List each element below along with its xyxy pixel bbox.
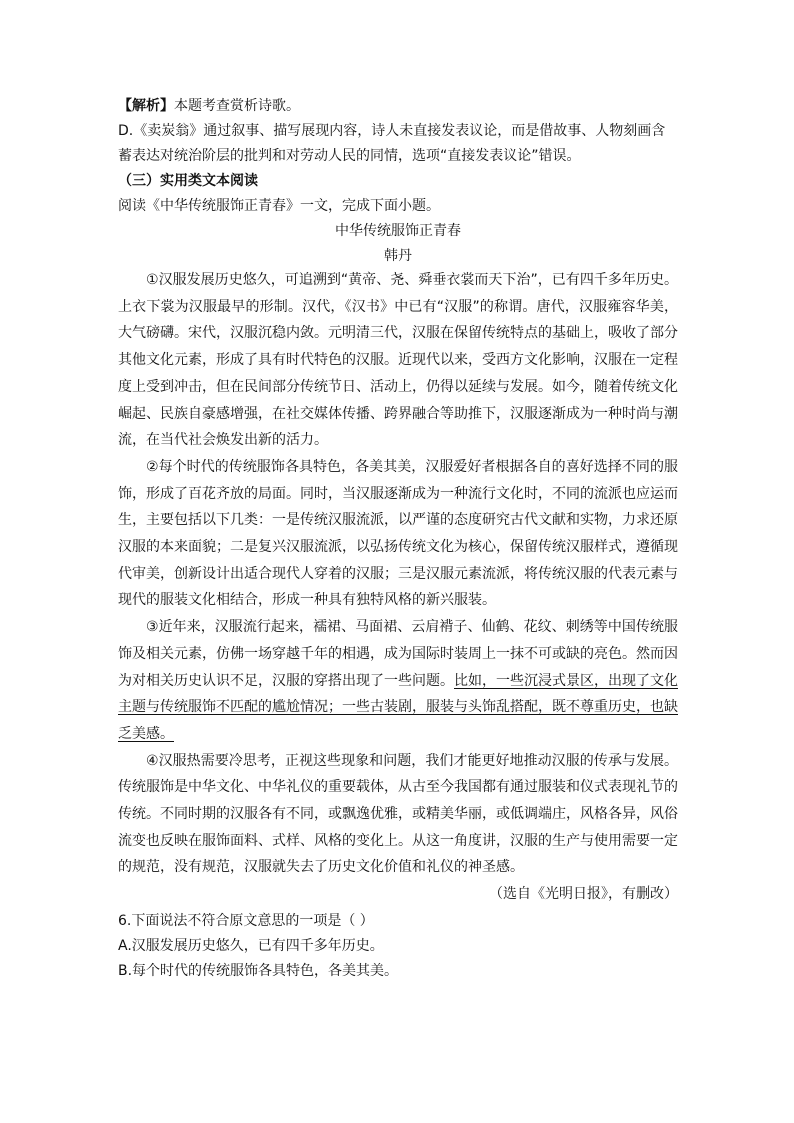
article-paragraph-3	[118, 614, 678, 748]
option-d-explanation-line2: 蓄表达对统治阶层的批判和对劳动人民的同情，选项“直接发表议论”错误。	[118, 148, 581, 164]
article-paragraph-1: ①汉服发展历史悠久，可追溯到“黄帝、尧、舜垂衣裳而天下治”，已有四千多年历史。上衣下裳为汉服最早的形制。汉代，《汉书》中已有“汉服”的称谓。唐代，汉服雍容华美，大气磅礴。宋代，汉服沉稳内敛。元明清三代，汉服在保留传统特点的基础上，吸收了部分其他文化元素，形成了具有时代特色的汉服。近现代以来，受西方文化影响，汉服在一定程度上受到冲击，但在民间部分传统节日、活动上，仍得以延续与发展。如今，随着传统文化崛起、民族自豪感增强，在社交媒体传播、跨界融合等助推下，汉服逐渐成为一种时尚与潮流，在当代社会焕发出新的活力。	[118, 272, 678, 449]
underlined-sentence: 比如，一些沉浸式景区，出现了文化主题与传统服饰不匹配的尴尬情况；一些古装剧，服装与头饰乱搭配，既不尊重历史，也缺乏美感。	[118, 672, 678, 742]
paragraph-3-text: ③近年来，汉服流行起来，襦裙、马面裙、云肩褙子、仙鹤、花纹、刺绣等中国传统服饰及相关元素，仿佛一场穿越千年的相遇，成为国际时装周上一抹不可或缺的亮色。然而因为对相关历史认识不足，汉服的穿搭出现了一些问题。	[118, 619, 678, 689]
question-option-a: A.汉服发展历史悠久，已有四千多年历史。	[118, 938, 384, 955]
article-paragraph-2: ②每个时代的传统服饰各具特色，各美其美，汉服爱好者根据各自的喜好选择不同的服饰，形成了百花齐放的局面。同时，当汉服逐渐成为一种流行文化时，不同的流派也应运而生，主要包括以下几类：一是传统汉服流派，以严谨的态度研究古代文献和实物，力求还原汉服的本来面貌；二是复兴汉服流派，以弘扬传统文化为核心，保留传统汉服样式，遵循现代审美，创新设计出适合现代人穿着的汉服；三是汉服元素流派，将传统汉服的代表元素与现代的服装文化相结合，形成一种具有独特风格的新兴服装。	[118, 458, 678, 609]
analysis-text: 本题考查赏析诗歌。	[174, 98, 300, 114]
article-title: 中华传统服饰正青春	[335, 223, 461, 239]
analysis-line	[118, 95, 678, 117]
section-heading: （三）实用类文本阅读	[118, 173, 258, 189]
analysis-label: 【解析】	[118, 98, 174, 114]
question-stem: 6.下面说法不符合原文意思的一项是（ ）	[118, 913, 374, 930]
article-source: （选自《光明日报》，有删改）	[489, 886, 678, 903]
question-option-b: B.每个时代的传统服饰各具特色，各美其美。	[118, 963, 399, 980]
article-author: 韩丹	[384, 248, 412, 264]
option-d-explanation-line1: D.《卖炭翁》通过叙事、描写展现内容，诗人未直接发表议论，而是借故事、人物刻画含	[118, 123, 666, 139]
document-page	[118, 95, 678, 982]
article-paragraph-4: ④汉服热需要冷思考，正视这些现象和问题，我们才能更好地推动汉服的传承与发展。传统服饰是中华文化、中华礼仪的重要载体，从古至今我国都有通过服装和仪式表现礼节的传统。不同时期的汉服各有不同，或飘逸优雅，或精美华丽，或低调端庄，风格各异，风俗流变也反映在服饰面料、式样、风格的变化上。从这一角度讲，汉服的生产与使用需要一定的规范，没有规范，汉服就失去了历史文化价值和礼仪的神圣感。	[118, 752, 678, 876]
reading-instruction: 阅读《中华传统服饰正青春》一文，完成下面小题。	[118, 198, 440, 214]
